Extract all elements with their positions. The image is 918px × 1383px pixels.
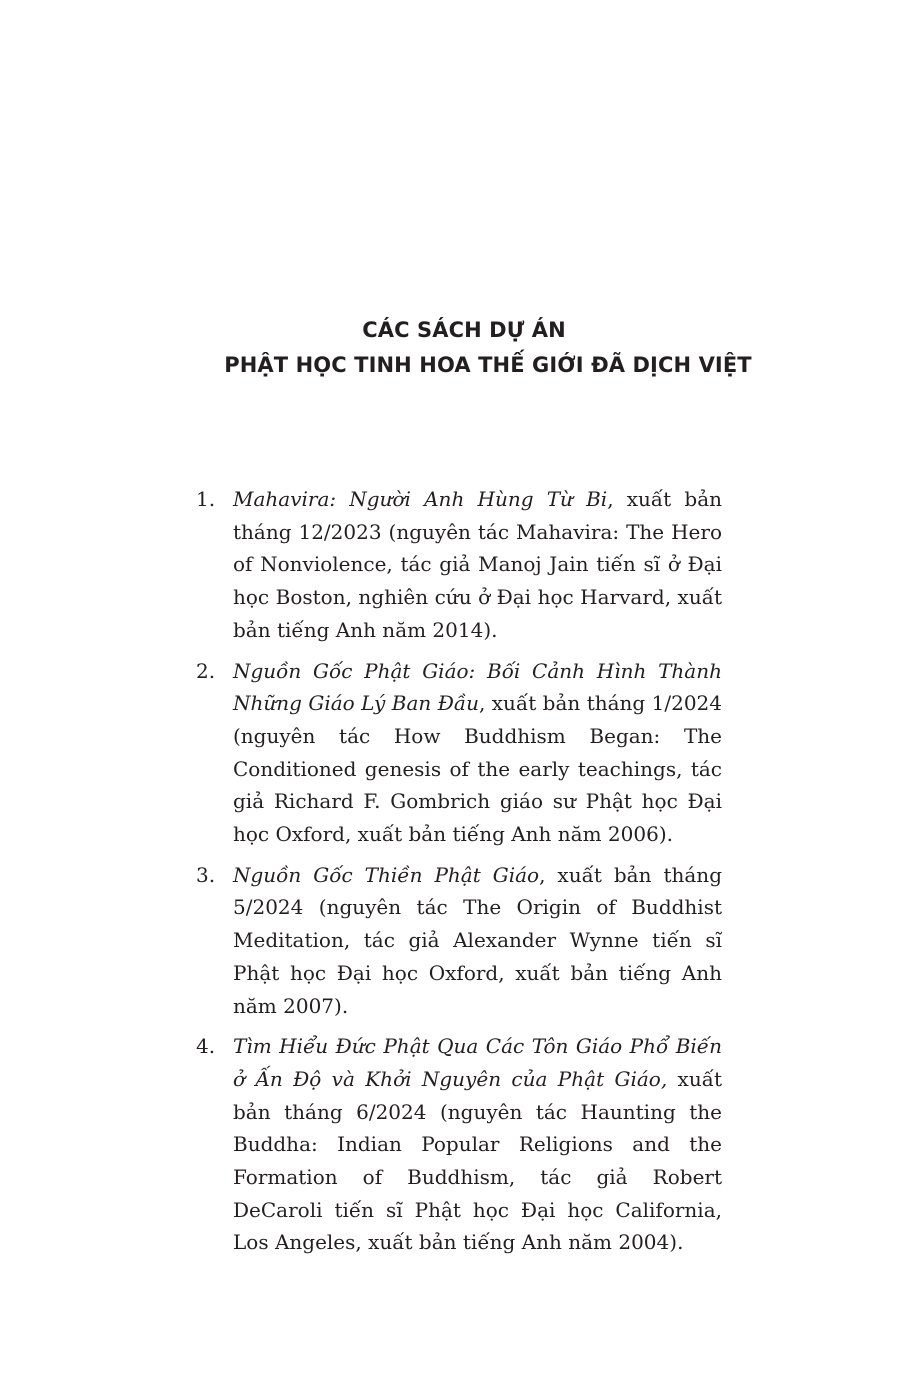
book-details: , xuất bản tháng 12/2023 (nguyên tác Mahavira: The Hero of Nonviolence, tác giả Manoj Jain tiến sĩ ở Đại học Boston, nghiên cứu ở Đại học Harvard, xuất bản tiếng Anh năm 2014). <box>233 487 722 642</box>
book-item-3 <box>196 859 722 1023</box>
page-heading-line-1: CÁC SÁCH DỰ ÁN <box>362 318 566 342</box>
book-title: Nguồn Gốc Phật Giáo: Bối Cảnh Hình Thành Những Giáo Lý Ban Đầu <box>233 658 722 716</box>
book-details: , xuất bản tháng 5/2024 (nguyên tác The Origin of Buddhist Meditation, tác giả Alexander Wynne tiến sĩ Phật học Đại học Oxford, xuất bản tiếng Anh năm 2007). <box>233 862 722 1018</box>
book-number: 3. <box>196 862 216 887</box>
book-title: Mahavira: Người Anh Hùng Từ Bi <box>233 487 608 511</box>
book-details: xuất bản tháng 6/2024 (nguyên tác Haunting the Buddha: Indian Popular Religions and the Formation of Buddhism, tác giả Robert DeCaroli tiến sĩ Phật học Đại học California, Los Angeles, xuất bản tiếng Anh năm 2004). <box>233 1066 723 1255</box>
book-item-4 <box>196 1030 722 1259</box>
page-heading-line-2: PHẬT HỌC TINH HOA THẾ GIỚI ĐÃ DỊCH VIỆT <box>224 353 752 377</box>
book-item-2 <box>196 655 722 851</box>
book-number: 4. <box>196 1034 216 1059</box>
book-item-1 <box>196 483 722 647</box>
translated-books-list <box>196 483 722 1267</box>
book-number: 2. <box>196 658 216 683</box>
book-title: Nguồn Gốc Thiền Phật Giáo <box>233 862 540 887</box>
book-title: Tìm Hiểu Đức Phật Qua Các Tôn Giáo Phổ Biến ở Ấn Độ và Khởi Nguyên của Phật Giáo, <box>233 1034 722 1091</box>
book-details: , xuất bản tháng 1/2024 (nguyên tác How Buddhism Began: The Conditioned genesis of the early teachings, tác giả Richard F. Gombrich giáo sư Phật học Đại học Oxford, xuất bản tiếng Anh năm 2006). <box>233 691 722 847</box>
book-number: 1. <box>196 487 216 511</box>
